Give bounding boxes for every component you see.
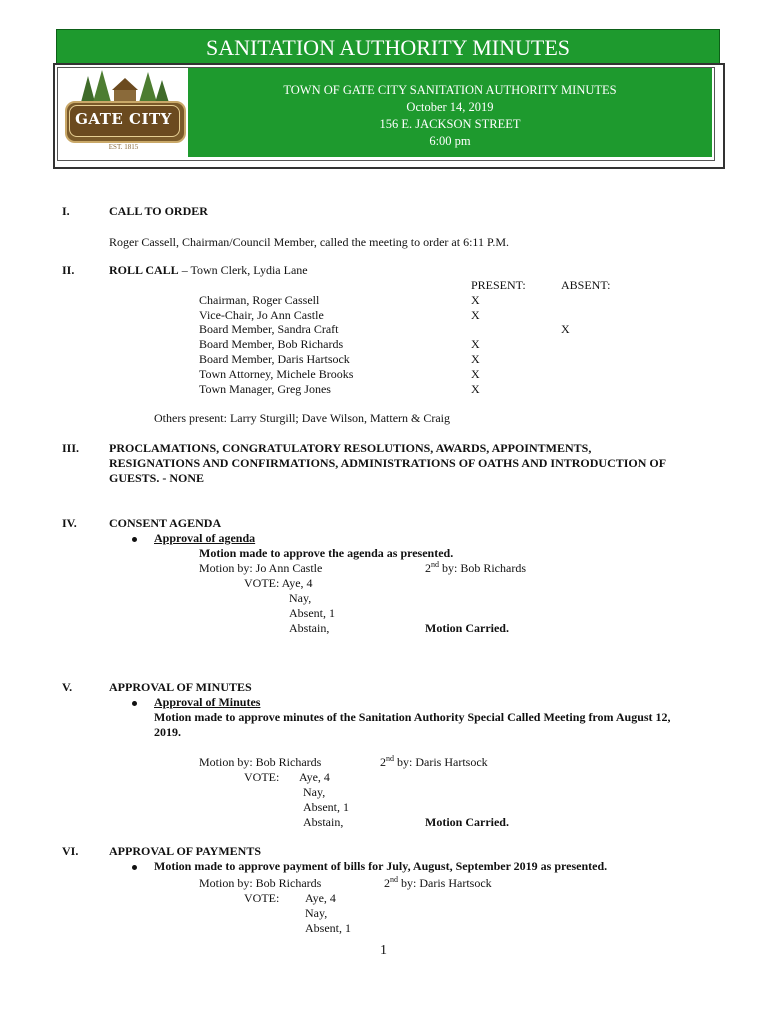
section-5-second (380, 755, 488, 770)
section-3-number: III. (62, 441, 80, 455)
section-5-title: APPROVAL OF MINUTES (109, 680, 252, 694)
section-4-absent: Absent, 1 (289, 606, 335, 620)
page-number: 1 (380, 943, 387, 958)
bullet-icon (132, 701, 137, 706)
second-rest: by: Bob Richards (439, 561, 526, 575)
second-sup: nd (390, 875, 398, 884)
section-4-title: CONSENT AGENDA (109, 516, 222, 530)
section-4-number: IV. (62, 516, 77, 530)
section-4-second (425, 561, 526, 576)
section-5-vote-label: VOTE: (244, 770, 280, 784)
section-6-second (384, 876, 492, 891)
second-rest: by: Daris Hartsock (398, 876, 492, 890)
second-num: 2 (384, 876, 390, 890)
section-2-title-line (109, 263, 308, 278)
section-5-bullet: Approval of Minutes (154, 695, 261, 709)
logo-subtext: EST. 1815 (108, 143, 139, 151)
member-present: X (471, 337, 480, 351)
member-name: Chairman, Roger Cassell (199, 293, 320, 307)
section-3-line-3: GUESTS. - NONE (109, 471, 205, 485)
header-line-4: 6:00 pm (429, 134, 471, 148)
banner-title: SANITATION AUTHORITY MINUTES (56, 29, 720, 65)
section-4-result: Motion Carried. (425, 621, 509, 635)
member-name: Town Manager, Greg Jones (199, 382, 331, 396)
header-line-2: October 14, 2019 (406, 100, 494, 114)
section-5-number: V. (62, 680, 73, 694)
absent-header: ABSENT: (561, 278, 611, 292)
member-present: X (471, 308, 480, 322)
section-6-nay: Nay, (305, 906, 328, 920)
section-5-aye: Aye, 4 (299, 770, 330, 784)
member-name: Town Attorney, Michele Brooks (199, 367, 354, 381)
section-6-vote-label: VOTE: (244, 891, 280, 905)
second-rest: by: Daris Hartsock (394, 755, 488, 769)
section-6-aye: Aye, 4 (305, 891, 336, 905)
section-2-title: ROLL CALL (109, 263, 179, 277)
section-6-motion: Motion made to approve payment of bills for July, August, September 2019 as presented. (154, 859, 608, 873)
section-3-line-2: RESIGNATIONS AND CONFIRMATIONS, ADMINISTRATIONS OF OATHS AND INTRODUCTION OF (109, 456, 667, 470)
member-name: Board Member, Bob Richards (199, 337, 344, 351)
member-name: Board Member, Daris Hartsock (199, 352, 350, 366)
section-1-text: Roger Cassell, Chairman/Council Member, called the meeting to order at 6:11 P.M. (109, 235, 509, 249)
section-5-motion-line-1: Motion made to approve minutes of the Sanitation Authority Special Called Meeting from August 12, (154, 710, 671, 724)
member-present: X (471, 367, 480, 381)
section-3-line-1: PROCLAMATIONS, CONGRATULATORY RESOLUTIONS, AWARDS, APPOINTMENTS, (109, 441, 592, 455)
member-present: X (471, 382, 480, 396)
logo-text: GATE CITY (75, 110, 172, 128)
section-2-number: II. (62, 263, 75, 277)
section-4-vote: VOTE: Aye, 4 (244, 576, 313, 590)
bullet-icon (132, 537, 137, 542)
section-4-motion-by: Motion by: Jo Ann Castle (199, 561, 323, 575)
section-5-abstain: Abstain, (303, 815, 344, 829)
second-sup: nd (386, 754, 394, 763)
section-5-motion-by: Motion by: Bob Richards (199, 755, 322, 769)
present-header: PRESENT: (471, 278, 526, 292)
member-absent: X (561, 322, 570, 336)
second-num: 2 (425, 561, 431, 575)
section-1-number: I. (62, 204, 70, 218)
header-line-1: TOWN OF GATE CITY SANITATION AUTHORITY MINUTES (283, 83, 617, 97)
member-present: X (471, 293, 480, 307)
member-present: X (471, 352, 480, 366)
section-4-abstain: Abstain, (289, 621, 330, 635)
section-4-bullet: Approval of agenda (154, 531, 256, 545)
section-1-title: CALL TO ORDER (109, 204, 208, 218)
section-5-result: Motion Carried. (425, 815, 509, 829)
member-name: Vice-Chair, Jo Ann Castle (199, 308, 324, 322)
section-6-absent: Absent, 1 (305, 921, 351, 935)
member-name: Board Member, Sandra Craft (199, 322, 339, 336)
section-4-motion: Motion made to approve the agenda as presented. (199, 546, 454, 560)
section-6-title: APPROVAL OF PAYMENTS (109, 844, 262, 858)
section-2-title-rest: – Town Clerk, Lydia Lane (178, 263, 308, 277)
section-5-absent: Absent, 1 (303, 800, 349, 814)
section-4-nay: Nay, (289, 591, 312, 605)
others-present: Others present: Larry Sturgill; Dave Wilson, Mattern & Craig (154, 411, 451, 425)
section-5-nay: Nay, (303, 785, 326, 799)
section-5-motion-line-2: 2019. (154, 725, 181, 739)
second-num: 2 (380, 755, 386, 769)
bullet-icon (132, 865, 137, 870)
section-6-number: VI. (62, 844, 79, 858)
section-6-motion-by: Motion by: Bob Richards (199, 876, 322, 890)
second-sup: nd (431, 560, 439, 569)
header-line-3: 156 E. JACKSON STREET (379, 117, 521, 131)
